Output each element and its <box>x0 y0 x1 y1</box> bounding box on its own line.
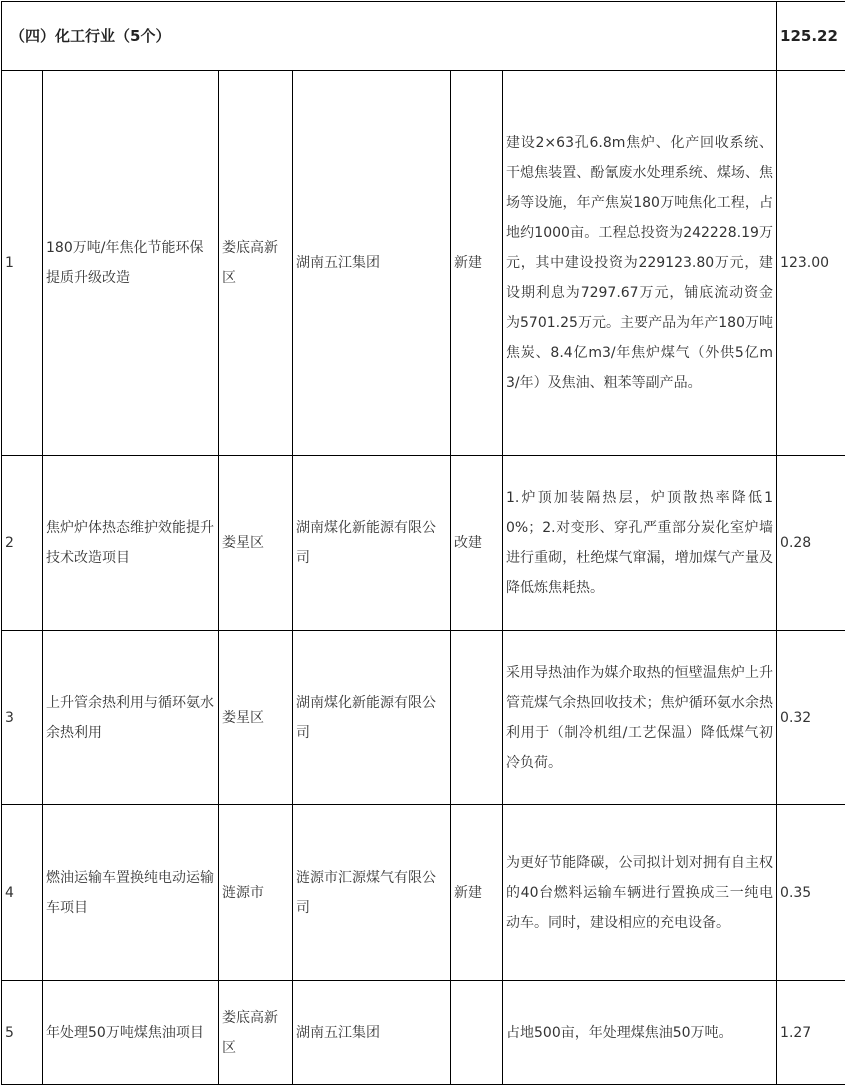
row-index: 2 <box>2 456 43 631</box>
project-type: 新建 <box>451 71 503 456</box>
project-investment: 0.35 <box>777 805 845 981</box>
project-company: 湖南煤化新能源有限公司 <box>293 456 451 631</box>
project-type <box>451 981 503 1085</box>
project-type: 新建 <box>451 805 503 981</box>
section-total: 125.22 <box>777 2 845 71</box>
project-investment: 0.28 <box>777 456 845 631</box>
project-location: 娄底高新区 <box>219 71 293 456</box>
project-location: 娄星区 <box>219 631 293 805</box>
project-description: 为更好节能降碳，公司拟计划对拥有自主权的40台燃料运输车辆进行置换成三一纯电动车。同时，建设相应的充电设备。 <box>503 805 777 981</box>
project-location: 涟源市 <box>219 805 293 981</box>
row-index: 1 <box>2 71 43 456</box>
row-index: 3 <box>2 631 43 805</box>
row-index: 4 <box>2 805 43 981</box>
project-description: 采用导热油作为媒介取热的恒壁温焦炉上升管荒煤气余热回收技术；焦炉循环氨水余热利用于（制冷机组/工艺保温）降低煤气初冷负荷。 <box>503 631 777 805</box>
table-row <box>2 456 845 631</box>
project-location: 娄底高新区 <box>219 981 293 1085</box>
project-name: 焦炉炉体热态维护效能提升技术改造项目 <box>43 456 219 631</box>
project-company: 湖南五江集团 <box>293 71 451 456</box>
project-description: 1.炉顶加装隔热层，炉顶散热率降低10%；2.对变形、穿孔严重部分炭化室炉墙进行重砌，杜绝煤气窜漏，增加煤气产量及降低炼焦耗热。 <box>503 456 777 631</box>
project-description: 占地500亩，年处理煤焦油50万吨。 <box>503 981 777 1085</box>
table-row <box>2 631 845 805</box>
table-row <box>2 805 845 981</box>
project-company: 湖南五江集团 <box>293 981 451 1085</box>
table-row <box>2 71 845 456</box>
project-investment: 123.00 <box>777 71 845 456</box>
section-title: （四）化工行业（5个） <box>2 2 777 71</box>
project-investment: 0.32 <box>777 631 845 805</box>
project-name: 燃油运输车置换纯电动运输车项目 <box>43 805 219 981</box>
project-table <box>1 1 845 1085</box>
table-row <box>2 981 845 1085</box>
project-description: 建设2×63孔6.8m焦炉、化产回收系统、干熄焦装置、酚氰废水处理系统、煤场、焦场等设施，年产焦炭180万吨焦化工程，占地约1000亩。工程总投资为242228.19万元，其中建设投资为229123.80万元，建设期利息为7297.67万元，铺底流动资金为5701.25万元。主要产品为年产180万吨焦炭、8.4亿m3/年焦炉煤气（外供5亿m3/年）及焦油、粗苯等副产品。 <box>503 71 777 456</box>
row-index: 5 <box>2 981 43 1085</box>
project-name: 上升管余热利用与循环氨水余热利用 <box>43 631 219 805</box>
project-type <box>451 631 503 805</box>
project-investment: 1.27 <box>777 981 845 1085</box>
project-company: 涟源市汇源煤气有限公司 <box>293 805 451 981</box>
project-company: 湖南煤化新能源有限公司 <box>293 631 451 805</box>
section-header-row <box>2 2 845 71</box>
project-name: 年处理50万吨煤焦油项目 <box>43 981 219 1085</box>
project-name: 180万吨/年焦化节能环保提质升级改造 <box>43 71 219 456</box>
project-location: 娄星区 <box>219 456 293 631</box>
project-type: 改建 <box>451 456 503 631</box>
